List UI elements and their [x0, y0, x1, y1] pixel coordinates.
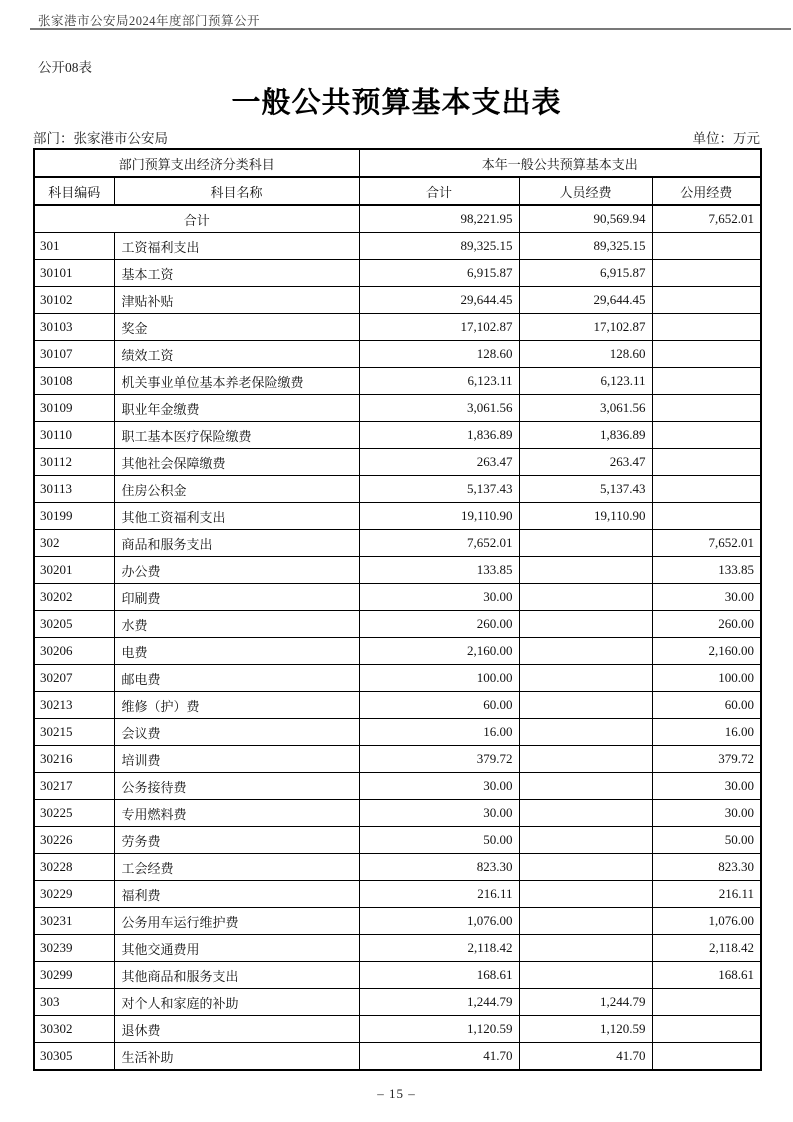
table-row	[34, 422, 761, 449]
subject-name-cell: 维修（护）费	[114, 692, 359, 719]
total-cell: 3,061.56	[359, 395, 519, 422]
subject-code-cell: 30205	[34, 611, 114, 638]
group-header-classification: 部门预算支出经济分类科目	[34, 149, 359, 177]
public-funds-cell: 2,160.00	[652, 638, 761, 665]
total-cell: 1,076.00	[359, 908, 519, 935]
subject-name-cell: 生活补助	[114, 1043, 359, 1071]
total-cell: 1,244.79	[359, 989, 519, 1016]
total-cell: 29,644.45	[359, 287, 519, 314]
table-row	[34, 1016, 761, 1043]
public-funds-cell	[652, 476, 761, 503]
col-header-personnel-funds: 人员经费	[519, 177, 652, 205]
subject-code-cell: 30112	[34, 449, 114, 476]
subject-name-cell: 专用燃料费	[114, 800, 359, 827]
public-funds-cell: 30.00	[652, 800, 761, 827]
total-cell: 30.00	[359, 800, 519, 827]
table-row	[34, 827, 761, 854]
table-row	[34, 314, 761, 341]
public-funds-cell	[652, 314, 761, 341]
grand-total-personnel-cell: 90,569.94	[519, 205, 652, 233]
total-cell: 168.61	[359, 962, 519, 989]
col-header-total: 合计	[359, 177, 519, 205]
total-cell: 2,160.00	[359, 638, 519, 665]
total-cell: 263.47	[359, 449, 519, 476]
table-row	[34, 638, 761, 665]
table-row	[34, 611, 761, 638]
public-funds-cell	[652, 989, 761, 1016]
total-cell: 823.30	[359, 854, 519, 881]
subject-name-cell: 其他社会保障缴费	[114, 449, 359, 476]
public-funds-cell: 30.00	[652, 584, 761, 611]
subject-name-cell: 住房公积金	[114, 476, 359, 503]
total-cell: 2,118.42	[359, 935, 519, 962]
personnel-funds-cell: 3,061.56	[519, 395, 652, 422]
grand-total-row	[34, 205, 761, 233]
budget-table	[33, 148, 762, 1071]
subject-name-cell: 劳务费	[114, 827, 359, 854]
table-row	[34, 233, 761, 260]
public-funds-cell	[652, 395, 761, 422]
personnel-funds-cell: 1,120.59	[519, 1016, 652, 1043]
subject-name-cell: 职业年金缴费	[114, 395, 359, 422]
personnel-funds-cell	[519, 935, 652, 962]
unit-label: 单位：万元	[692, 131, 760, 146]
table-row	[34, 908, 761, 935]
table-row	[34, 746, 761, 773]
public-funds-cell: 379.72	[652, 746, 761, 773]
total-cell: 5,137.43	[359, 476, 519, 503]
personnel-funds-cell: 41.70	[519, 1043, 652, 1071]
grand-total-total-cell: 98,221.95	[359, 205, 519, 233]
public-funds-cell: 100.00	[652, 665, 761, 692]
personnel-funds-cell	[519, 908, 652, 935]
personnel-funds-cell: 89,325.15	[519, 233, 652, 260]
public-funds-cell	[652, 260, 761, 287]
public-funds-cell: 133.85	[652, 557, 761, 584]
personnel-funds-cell	[519, 611, 652, 638]
public-funds-cell	[652, 1016, 761, 1043]
group-header-row	[34, 149, 761, 177]
subject-code-cell: 30113	[34, 476, 114, 503]
total-cell: 41.70	[359, 1043, 519, 1071]
subject-name-cell: 公务接待费	[114, 773, 359, 800]
public-funds-cell: 30.00	[652, 773, 761, 800]
subject-name-cell: 工资福利支出	[114, 233, 359, 260]
personnel-funds-cell	[519, 530, 652, 557]
subject-code-cell: 30103	[34, 314, 114, 341]
total-cell: 7,652.01	[359, 530, 519, 557]
table-row	[34, 449, 761, 476]
total-cell: 133.85	[359, 557, 519, 584]
total-cell: 17,102.87	[359, 314, 519, 341]
subject-code-cell: 30110	[34, 422, 114, 449]
total-cell: 30.00	[359, 773, 519, 800]
personnel-funds-cell	[519, 557, 652, 584]
table-body	[34, 205, 761, 1070]
subject-name-cell: 商品和服务支出	[114, 530, 359, 557]
column-header-row	[34, 177, 761, 205]
public-funds-cell: 260.00	[652, 611, 761, 638]
subject-name-cell: 邮电费	[114, 665, 359, 692]
personnel-funds-cell	[519, 746, 652, 773]
subject-code-cell: 302	[34, 530, 114, 557]
table-row	[34, 692, 761, 719]
public-funds-cell	[652, 1043, 761, 1071]
personnel-funds-cell	[519, 800, 652, 827]
subject-name-cell: 工会经费	[114, 854, 359, 881]
subject-code-cell: 303	[34, 989, 114, 1016]
public-funds-cell	[652, 287, 761, 314]
personnel-funds-cell: 263.47	[519, 449, 652, 476]
subject-code-cell: 30226	[34, 827, 114, 854]
subject-name-cell: 电费	[114, 638, 359, 665]
personnel-funds-cell	[519, 584, 652, 611]
table-row	[34, 368, 761, 395]
total-cell: 6,915.87	[359, 260, 519, 287]
table-row	[34, 395, 761, 422]
subject-name-cell: 其他商品和服务支出	[114, 962, 359, 989]
public-funds-cell	[652, 341, 761, 368]
table-row	[34, 476, 761, 503]
total-cell: 60.00	[359, 692, 519, 719]
subject-name-cell: 培训费	[114, 746, 359, 773]
meta-row	[33, 127, 760, 147]
public-funds-cell: 216.11	[652, 881, 761, 908]
subject-code-cell: 30102	[34, 287, 114, 314]
personnel-funds-cell: 1,244.79	[519, 989, 652, 1016]
table-row	[34, 260, 761, 287]
personnel-funds-cell	[519, 773, 652, 800]
subject-code-cell: 30107	[34, 341, 114, 368]
table-row	[34, 935, 761, 962]
public-funds-cell: 7,652.01	[652, 530, 761, 557]
total-cell: 19,110.90	[359, 503, 519, 530]
table-row	[34, 1043, 761, 1071]
personnel-funds-cell	[519, 719, 652, 746]
subject-code-cell: 30228	[34, 854, 114, 881]
subject-code-cell: 30207	[34, 665, 114, 692]
subject-code-cell: 30225	[34, 800, 114, 827]
page-title: 一般公共预算基本支出表	[231, 87, 562, 119]
department-label: 部门：张家港市公安局	[33, 131, 168, 146]
subject-name-cell: 职工基本医疗保险缴费	[114, 422, 359, 449]
subject-name-cell: 津贴补贴	[114, 287, 359, 314]
subject-name-cell: 对个人和家庭的补助	[114, 989, 359, 1016]
public-funds-cell	[652, 368, 761, 395]
subject-code-cell: 30213	[34, 692, 114, 719]
personnel-funds-cell	[519, 665, 652, 692]
personnel-funds-cell: 5,137.43	[519, 476, 652, 503]
personnel-funds-cell	[519, 638, 652, 665]
total-cell: 1,120.59	[359, 1016, 519, 1043]
total-cell: 50.00	[359, 827, 519, 854]
table-row	[34, 881, 761, 908]
personnel-funds-cell	[519, 962, 652, 989]
subject-name-cell: 福利费	[114, 881, 359, 908]
subject-code-cell: 30229	[34, 881, 114, 908]
table-row	[34, 962, 761, 989]
subject-name-cell: 印刷费	[114, 584, 359, 611]
table-row	[34, 989, 761, 1016]
public-funds-cell: 823.30	[652, 854, 761, 881]
public-funds-cell	[652, 503, 761, 530]
page-number: – 15 –	[377, 1086, 416, 1101]
table-row	[34, 800, 761, 827]
subject-code-cell: 30217	[34, 773, 114, 800]
table-row	[34, 341, 761, 368]
grand-total-public-cell: 7,652.01	[652, 205, 761, 233]
public-funds-cell: 1,076.00	[652, 908, 761, 935]
subject-name-cell: 奖金	[114, 314, 359, 341]
total-cell: 260.00	[359, 611, 519, 638]
public-funds-cell	[652, 422, 761, 449]
public-funds-cell: 60.00	[652, 692, 761, 719]
subject-code-cell: 30199	[34, 503, 114, 530]
table-row	[34, 557, 761, 584]
personnel-funds-cell: 17,102.87	[519, 314, 652, 341]
total-cell: 379.72	[359, 746, 519, 773]
personnel-funds-cell	[519, 827, 652, 854]
personnel-funds-cell: 1,836.89	[519, 422, 652, 449]
subject-code-cell: 30101	[34, 260, 114, 287]
public-funds-cell	[652, 233, 761, 260]
public-funds-cell	[652, 449, 761, 476]
subject-code-cell: 30305	[34, 1043, 114, 1071]
personnel-funds-cell: 6,123.11	[519, 368, 652, 395]
personnel-funds-cell: 128.60	[519, 341, 652, 368]
table-row	[34, 665, 761, 692]
personnel-funds-cell: 29,644.45	[519, 287, 652, 314]
subject-name-cell: 其他交通费用	[114, 935, 359, 962]
table-row	[34, 773, 761, 800]
table-row	[34, 584, 761, 611]
subject-code-cell: 30109	[34, 395, 114, 422]
total-cell: 16.00	[359, 719, 519, 746]
public-funds-cell: 2,118.42	[652, 935, 761, 962]
header-rule	[30, 28, 791, 30]
subject-code-cell: 30202	[34, 584, 114, 611]
total-cell: 6,123.11	[359, 368, 519, 395]
total-cell: 1,836.89	[359, 422, 519, 449]
total-cell: 89,325.15	[359, 233, 519, 260]
subject-code-cell: 30302	[34, 1016, 114, 1043]
subject-name-cell: 退休费	[114, 1016, 359, 1043]
table-row	[34, 287, 761, 314]
subject-name-cell: 水费	[114, 611, 359, 638]
col-header-subject-name: 科目名称	[114, 177, 359, 205]
subject-code-cell: 30231	[34, 908, 114, 935]
doc-header-text: 张家港市公安局2024年度部门预算公开	[38, 14, 261, 28]
subject-name-cell: 会议费	[114, 719, 359, 746]
subject-code-cell: 30201	[34, 557, 114, 584]
col-header-public-funds: 公用经费	[652, 177, 761, 205]
table-row	[34, 503, 761, 530]
total-cell: 30.00	[359, 584, 519, 611]
subject-code-cell: 30239	[34, 935, 114, 962]
total-cell: 128.60	[359, 341, 519, 368]
public-funds-cell: 50.00	[652, 827, 761, 854]
public-funds-cell: 16.00	[652, 719, 761, 746]
subject-code-cell: 30108	[34, 368, 114, 395]
subject-code-cell: 301	[34, 233, 114, 260]
personnel-funds-cell	[519, 692, 652, 719]
subject-name-cell: 公务用车运行维护费	[114, 908, 359, 935]
subject-name-cell: 机关事业单位基本养老保险缴费	[114, 368, 359, 395]
total-cell: 216.11	[359, 881, 519, 908]
col-header-subject-code: 科目编码	[34, 177, 114, 205]
table-row	[34, 854, 761, 881]
form-number-label: 公开08表	[38, 60, 92, 75]
personnel-funds-cell: 6,915.87	[519, 260, 652, 287]
subject-code-cell: 30216	[34, 746, 114, 773]
personnel-funds-cell	[519, 854, 652, 881]
total-cell: 100.00	[359, 665, 519, 692]
public-funds-cell: 168.61	[652, 962, 761, 989]
subject-name-cell: 其他工资福利支出	[114, 503, 359, 530]
subject-name-cell: 绩效工资	[114, 341, 359, 368]
subject-name-cell: 基本工资	[114, 260, 359, 287]
subject-code-cell: 30215	[34, 719, 114, 746]
table-row	[34, 719, 761, 746]
personnel-funds-cell: 19,110.90	[519, 503, 652, 530]
subject-name-cell: 办公费	[114, 557, 359, 584]
personnel-funds-cell	[519, 881, 652, 908]
subject-code-cell: 30206	[34, 638, 114, 665]
group-header-basic-expenditure: 本年一般公共预算基本支出	[359, 149, 761, 177]
table-row	[34, 530, 761, 557]
grand-total-label: 合计	[34, 205, 359, 233]
subject-code-cell: 30299	[34, 962, 114, 989]
